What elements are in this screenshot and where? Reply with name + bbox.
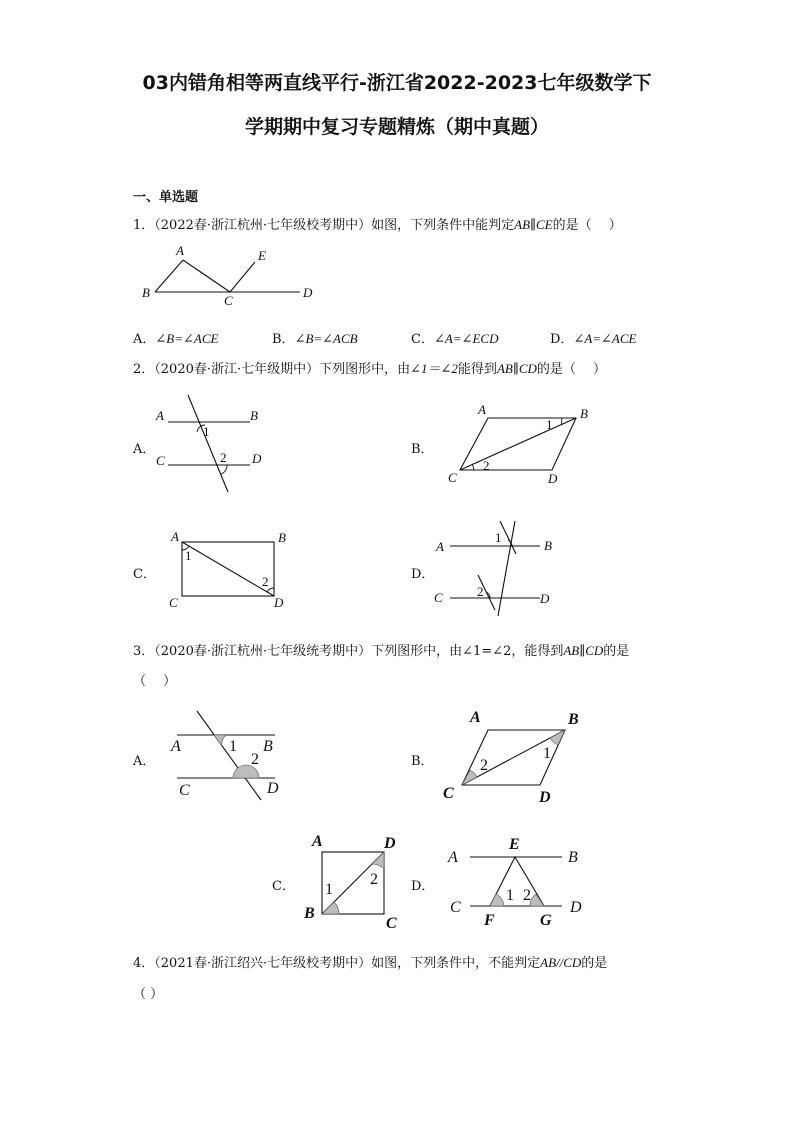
q2-figure-b xyxy=(440,400,600,490)
q2d-label-b: B xyxy=(544,538,552,553)
q3d-label-2: 2 xyxy=(523,887,531,904)
q3d-angle-1-shade xyxy=(490,894,504,906)
q2b-label-a: A xyxy=(478,402,486,417)
question-1-stem xyxy=(133,214,622,233)
q1-line-ce xyxy=(230,262,255,292)
q3b-label-2: 2 xyxy=(480,757,488,774)
q1-line-ba xyxy=(155,260,183,292)
q2a-label-d: D xyxy=(252,451,262,466)
q4-suffix: 的是 xyxy=(581,956,608,971)
section-heading: 一、单选题 xyxy=(133,190,199,205)
q2d-label-2: 2 xyxy=(477,584,484,599)
q3c-label-2: 2 xyxy=(370,871,378,888)
q2a-transversal xyxy=(188,395,228,492)
q3b-label-1: 1 xyxy=(543,745,551,762)
q1-label-d: D xyxy=(303,285,313,300)
q2c-label-1: 1 xyxy=(185,548,192,563)
q2b-diagonal xyxy=(460,418,576,470)
q3c-label-b: B xyxy=(304,905,315,922)
q3a-label-a: A xyxy=(171,738,181,755)
q3-prefix: 3．（2020春·浙江杭州·七年级统考期中）下列图形中，由∠1=∠2，能得到 xyxy=(133,644,564,659)
q2-cond: ∠1＝∠2 xyxy=(410,361,458,376)
q3-option-d[interactable]: D． xyxy=(411,879,435,894)
question-4-stem xyxy=(133,952,607,971)
q1-label-b: B xyxy=(142,285,150,300)
question-3-stem xyxy=(133,640,629,659)
q3a-label-b: B xyxy=(263,738,273,755)
q1-suffix: 的是（ ） xyxy=(552,218,622,233)
question-4-stem-line2: （ ） xyxy=(133,987,164,1002)
q1-option-b-text: ∠B=∠ACB xyxy=(294,331,358,346)
q3c-label-1: 1 xyxy=(325,881,333,898)
q2-option-a[interactable]: A． xyxy=(133,442,156,457)
q1-prefix: 1．（2022春·浙江杭州·七年级校考期中）如图，下列条件中能判定 xyxy=(133,218,515,233)
q2a-label-1: 1 xyxy=(203,424,210,439)
q1-expr: AB∥CE xyxy=(514,217,553,232)
q1-label-a: A xyxy=(176,243,184,258)
question-2-stem xyxy=(133,358,606,377)
q3c-label-a: A xyxy=(312,833,323,850)
q2d-label-c: C xyxy=(434,590,443,605)
q1-option-a-letter: A． xyxy=(133,332,156,347)
q1-option-c-letter: C． xyxy=(411,332,434,347)
q2a-label-a: A xyxy=(156,408,164,423)
q2-figure-a xyxy=(150,392,270,497)
q2c-label-2: 2 xyxy=(262,574,269,589)
q1-option-b[interactable] xyxy=(272,328,358,347)
q2-expr: AB∥CD xyxy=(496,361,537,376)
q3a-label-c: C xyxy=(179,782,190,799)
q3d-label-b: B xyxy=(568,849,578,866)
q1-label-c: C xyxy=(224,293,233,308)
q2b-angle-2-arc xyxy=(472,464,474,470)
q3c-label-d: D xyxy=(384,835,396,852)
q2a-label-b: B xyxy=(250,408,258,423)
q2c-diagonal xyxy=(182,542,274,596)
q1-option-b-letter: B． xyxy=(272,332,295,347)
q2a-angle-2-arc xyxy=(221,465,227,474)
q3-suffix: 的是 xyxy=(603,644,630,659)
q3c-angle-2-shade xyxy=(372,852,384,869)
q3b-label-d: D xyxy=(539,789,551,806)
q2d-label-d: D xyxy=(540,591,550,606)
q3c-angle-1-shade xyxy=(322,902,339,914)
q1-option-a-text: ∠B=∠ACE xyxy=(155,331,219,346)
q3-figure-c xyxy=(300,830,410,935)
q3a-label-d: D xyxy=(267,780,279,797)
q2-mid: 能得到 xyxy=(457,362,497,377)
q3a-label-1: 1 xyxy=(229,738,237,755)
q4-prefix: 4．（2021春·浙江绍兴·七年级校考期中）如图，下列条件中，不能判定 xyxy=(133,956,541,971)
q3a-label-2: 2 xyxy=(251,751,259,768)
q3b-label-a: A xyxy=(470,709,481,726)
q2-figure-d xyxy=(430,518,570,618)
q2b-label-b: B xyxy=(580,406,588,421)
q3d-label-c: C xyxy=(450,899,461,916)
q3d-angle-2-shade xyxy=(530,894,544,906)
q3-option-c[interactable]: C． xyxy=(272,879,295,894)
q2c-label-c: C xyxy=(169,595,178,610)
q2-option-b[interactable]: B． xyxy=(411,442,434,457)
q3d-label-g: G xyxy=(540,912,552,929)
q2-suffix: 的是（ ） xyxy=(536,362,607,377)
q3-figure-a xyxy=(165,708,295,803)
q1-option-a[interactable] xyxy=(133,328,218,347)
q2b-label-1: 1 xyxy=(546,417,553,432)
q1-option-c[interactable] xyxy=(411,328,498,347)
q3b-label-b: B xyxy=(568,711,579,728)
question-3-stem-line2: （ ） xyxy=(133,674,177,689)
q2a-label-c: C xyxy=(156,453,165,468)
title-line-2: 学期期中复习专题精炼（期中真题） xyxy=(244,116,549,138)
q2-option-c[interactable]: C． xyxy=(133,567,156,582)
q3d-label-a: A xyxy=(448,849,458,866)
q3-option-b[interactable]: B． xyxy=(411,754,434,769)
q2b-label-2: 2 xyxy=(483,458,490,473)
q3b-angle-2-shade xyxy=(462,770,477,785)
q3c-label-c: C xyxy=(386,915,397,932)
q3b-angle-1-shade xyxy=(550,730,565,745)
q3-figure-b xyxy=(440,708,600,808)
q2d-label-a: A xyxy=(436,539,444,554)
q2c-label-d: D xyxy=(274,595,284,610)
q3a-angle-1-shade xyxy=(214,735,226,746)
q2b-label-d: D xyxy=(548,471,558,486)
q2b-label-c: C xyxy=(448,470,457,485)
q1-option-d-text: ∠A=∠ACE xyxy=(573,331,637,346)
q1-label-e: E xyxy=(258,248,266,263)
q2-figure-c xyxy=(165,528,295,613)
q2a-label-2: 2 xyxy=(220,450,227,465)
q1-option-d[interactable] xyxy=(550,328,637,347)
q2-option-d[interactable]: D． xyxy=(411,567,435,582)
q3b-label-c: C xyxy=(443,785,454,802)
q3-figure-d xyxy=(440,830,600,935)
q2c-label-a: A xyxy=(171,529,179,544)
q1-line-ac xyxy=(183,260,230,292)
q2c-label-b: B xyxy=(278,530,286,545)
q3d-label-d: D xyxy=(570,899,582,916)
q1-option-d-letter: D． xyxy=(550,332,574,347)
q1-figure xyxy=(140,242,340,312)
q3-option-a[interactable]: A． xyxy=(133,754,156,769)
q3-expr: AB∥CD xyxy=(563,643,604,658)
q3d-label-e: E xyxy=(509,836,520,853)
title-line-1: 03内错角相等两直线平行-浙江省2022-2023七年级数学下 xyxy=(142,72,652,94)
q2d-label-1: 1 xyxy=(495,530,502,545)
q3d-label-f: F xyxy=(484,912,495,929)
q2-prefix: 2．（2020春·浙江·七年级期中）下列图形中，由 xyxy=(133,362,411,377)
q3d-label-1: 1 xyxy=(506,887,514,904)
q4-expr: AB//CD xyxy=(540,955,582,970)
q1-option-c-text: ∠A=∠ECD xyxy=(433,331,499,346)
